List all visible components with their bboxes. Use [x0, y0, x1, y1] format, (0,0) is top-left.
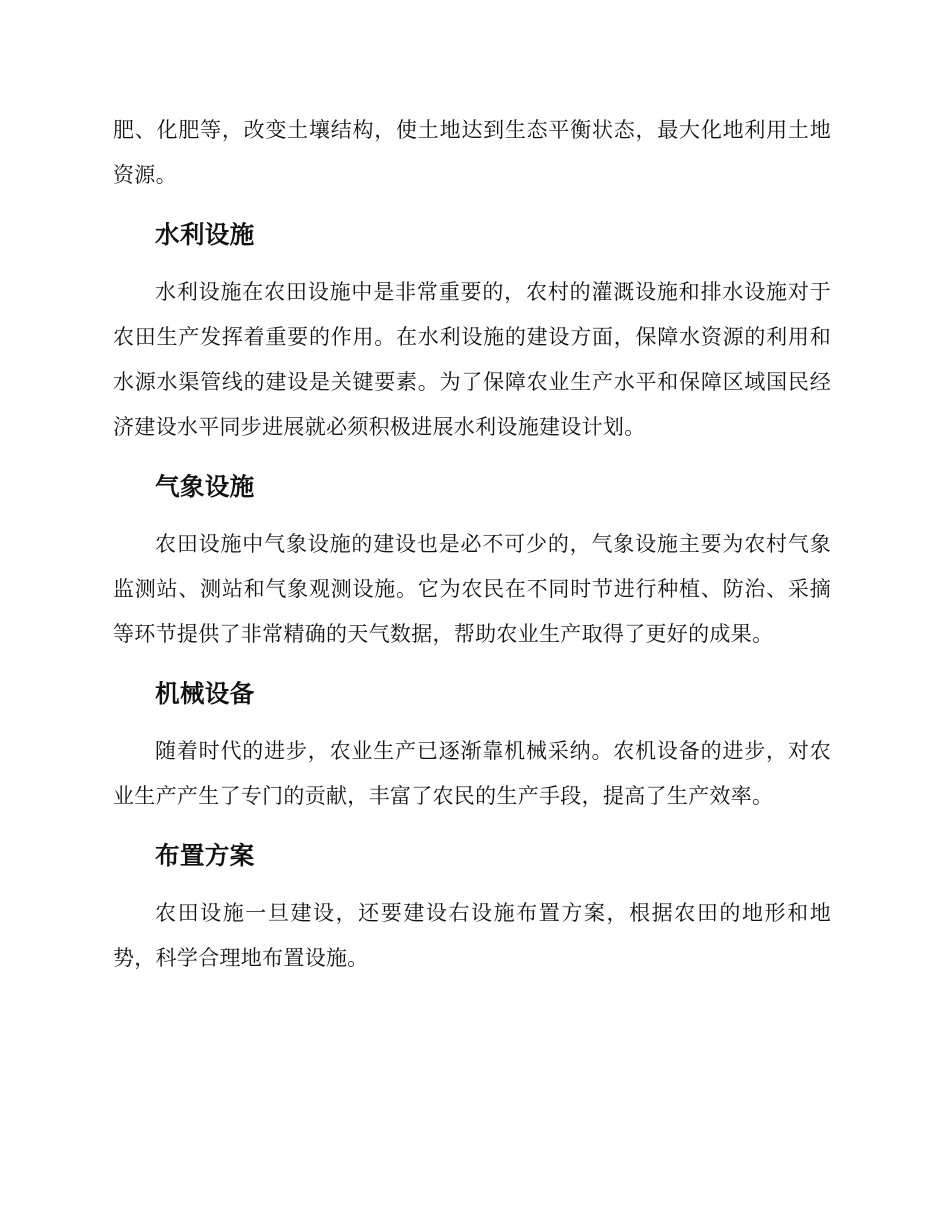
section-body-layout-plan: 农田设施一旦建设，还要建设右设施布置方案，根据农田的地形和地势，科学合理地布置设施。	[113, 901, 831, 970]
intro-paragraph: 肥、化肥等，改变土壤结构，使土地达到生态平衡状态，最大化地利用土地资源。	[113, 118, 831, 187]
section-heading-layout-plan: 布置方案	[155, 841, 255, 870]
section-heading-weather-facilities: 气象设施	[155, 472, 255, 501]
section-body-machinery: 随着时代的进步，农业生产已逐渐靠机械采纳。农机设备的进步，对农业生产产生了专门的贡献，丰富了农民的生产手段，提高了生产效率。	[113, 739, 831, 808]
section-body-weather-facilities: 农田设施中气象设施的建设也是必不可少的，气象设施主要为农村气象监测站、测站和气象观测设施。它为农民在不同时节进行种植、防治、采摘等环节提供了非常精确的天气数据，帮助农业生产取得了更好的成果。	[113, 532, 831, 646]
document-page	[113, 108, 831, 981]
section-heading-water-facilities: 水利设施	[155, 220, 255, 249]
section-body-water-facilities: 水利设施在农田设施中是非常重要的，农村的灌溉设施和排水设施对于农田生产发挥着重要的作用。在水利设施的建设方面，保障水资源的利用和水源水渠管线的建设是关键要素。为了保障农业生产水平和保障区域国民经济建设水平同步进展就必须积极进展水利设施建设计划。	[113, 280, 831, 439]
section-heading-machinery: 机械设备	[155, 679, 255, 708]
